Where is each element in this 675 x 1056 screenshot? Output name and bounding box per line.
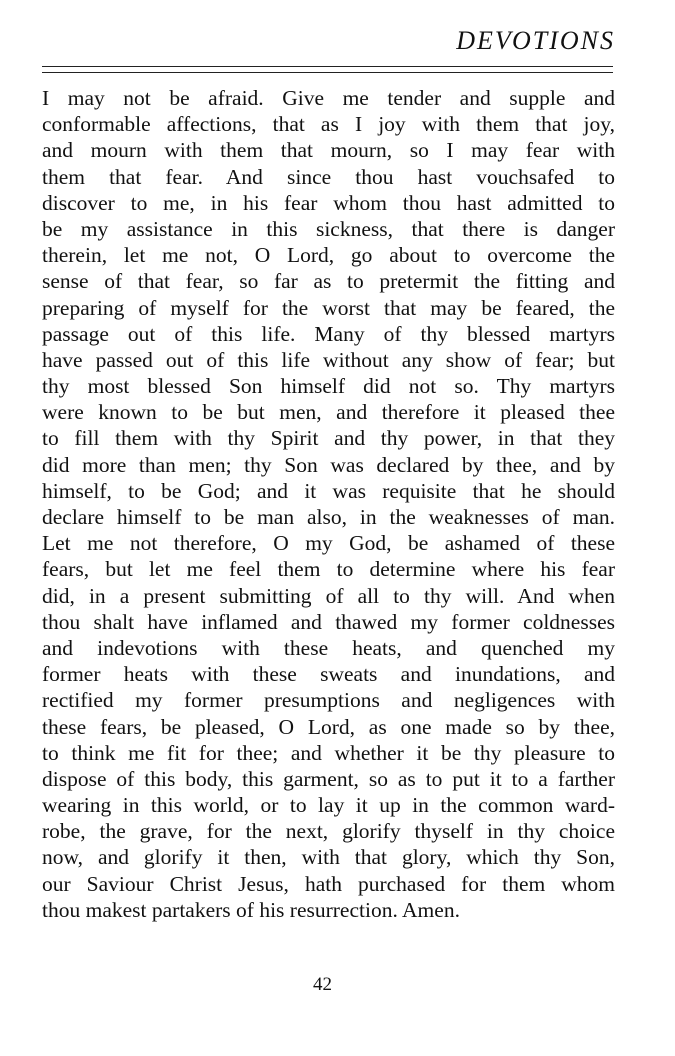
text-line-2: conformable affections, that as I joy with them that joy,: [42, 112, 615, 137]
text-line-13: were known to be but men, and therefore it pleased thee: [42, 400, 615, 425]
text-line-5: discover to me, in his fear whom thou hast admitted to: [42, 190, 615, 215]
page-number: 42: [313, 974, 332, 995]
text-line-26: to think me fit for thee; and whether it be thy pleasure to: [42, 740, 615, 765]
body-text: [42, 85, 615, 923]
text-line-16: himself, to be God; and it was requisite that he should: [42, 478, 615, 503]
text-line-21: thou shalt have inflamed and thawed my former coldnesses: [42, 609, 615, 634]
text-line-29: robe, the grave, for the next, glorify thyself in thy choice: [42, 819, 615, 844]
text-line-27: dispose of this body, this garment, so as to put it to a farther: [42, 766, 615, 791]
text-line-12: thy most blessed Son himself did not so. Thy martyrs: [42, 374, 615, 399]
text-line-18: Let me not therefore, O my God, be ashamed of these: [42, 531, 615, 556]
text-line-3: and mourn with them that mourn, so I may fear with: [42, 138, 615, 163]
text-line-28: wearing in this world, or to lay it up in the common ward-: [42, 793, 615, 818]
text-line-30: now, and glorify it then, with that glory, which thy Son,: [42, 845, 615, 870]
text-line-11: have passed out of this life without any show of fear; but: [42, 347, 615, 372]
text-line-9: preparing of myself for the worst that may be feared, the: [42, 295, 615, 320]
running-head: DEVOTIONS: [456, 26, 615, 55]
header-rule-upper: [42, 66, 613, 67]
header-rule-lower: [42, 72, 613, 73]
text-line-4: them that fear. And since thou hast vouchsafed to: [42, 164, 615, 189]
text-line-1: I may not be afraid. Give me tender and supple and: [42, 86, 615, 110]
text-line-17: declare himself to be man also, in the weaknesses of man.: [42, 505, 615, 529]
text-line-31: our Saviour Christ Jesus, hath purchased for them whom: [42, 871, 615, 896]
text-line-14: to fill them with thy Spirit and thy power, in that they: [42, 426, 615, 451]
text-line-7: therein, let me not, O Lord, go about to overcome the: [42, 243, 615, 268]
text-line-19: fears, but let me feel them to determine where his fear: [42, 557, 615, 582]
text-line-8: sense of that fear, so far as to pretermit the fitting and: [42, 269, 615, 294]
text-line-10: passage out of this life. Many of thy blessed martyrs: [42, 321, 615, 346]
text-line-25: these fears, be pleased, O Lord, as one made so by thee,: [42, 714, 615, 739]
text-line-6: be my assistance in this sickness, that there is danger: [42, 216, 615, 241]
text-line-32: thou makest partakers of his resurrection. Amen.: [42, 897, 460, 922]
text-line-20: did, in a present submitting of all to thy will. And when: [42, 583, 615, 608]
text-line-22: and indevotions with these heats, and quenched my: [42, 635, 615, 660]
text-line-23: former heats with these sweats and inundations, and: [42, 662, 615, 687]
text-line-24: rectified my former presumptions and negligences with: [42, 688, 615, 713]
text-line-15: did more than men; thy Son was declared by thee, and by: [42, 452, 615, 477]
